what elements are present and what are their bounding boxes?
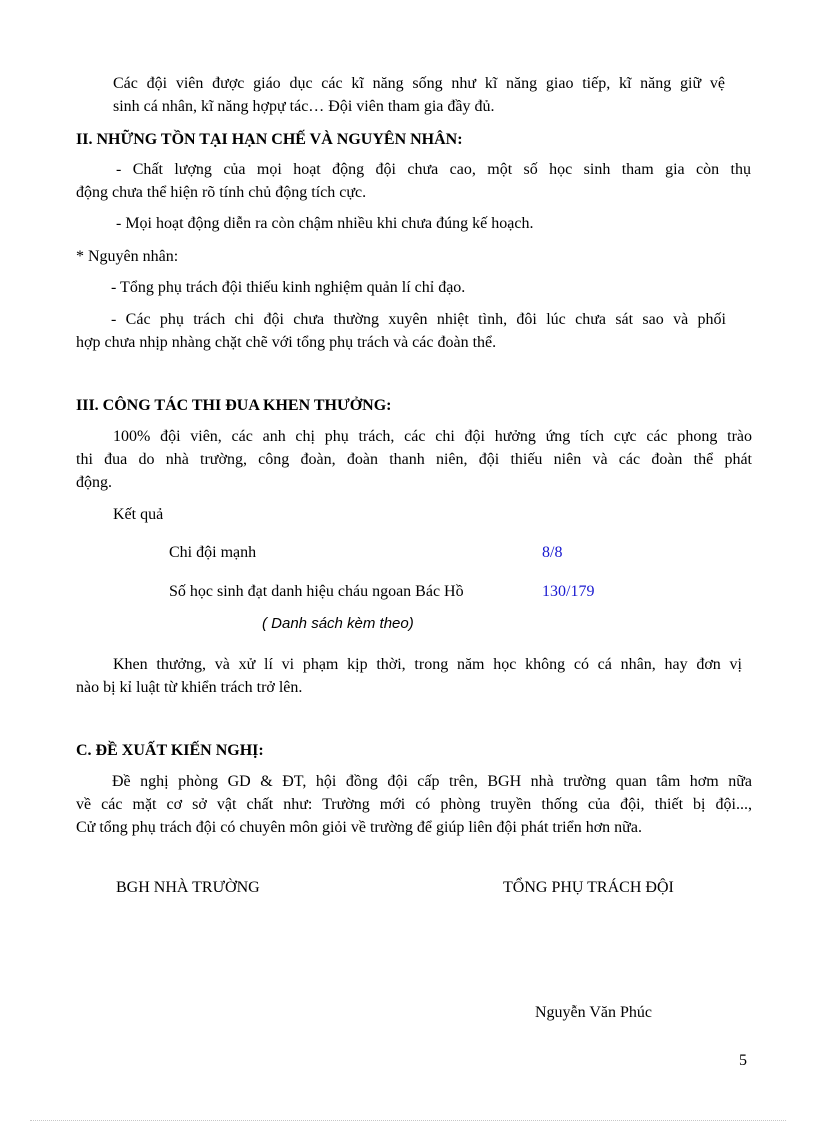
section-3-para-line-2: thi đua do nhà trường, công đoàn, đoàn thanh niên, đội thiếu niên và các đoàn thể phát [76, 451, 752, 468]
result-label-good-students: Số học sinh đạt danh hiệu cháu ngoan Bác Hồ [169, 583, 464, 600]
section-c-line-2: về các mặt cơ sở vật chất như: Trường mới có phòng truyền thống của đội, thiết bị đội..., [76, 796, 752, 813]
section-2-item-1-line-1: - Chất lượng của mọi hoạt động đội chưa cao, một số học sinh tham gia còn thụ [116, 161, 751, 178]
signature-left-title: BGH NHÀ TRƯỜNG [116, 879, 260, 896]
section-c-heading: C. ĐỀ XUẤT KIẾN NGHỊ: [76, 742, 264, 759]
cause-2-line-1: - Các phụ trách chi đội chưa thường xuyên nhiệt tình, đôi lúc chưa sát sao và phối [111, 311, 726, 328]
result-label-strong-branch: Chi đội mạnh [169, 544, 257, 561]
section-c-line-3: Cử tổng phụ trách đội có chuyên môn giỏi về trường để giúp liên đội phát triển hơn nữa. [76, 819, 642, 836]
result-label: Kết quả [113, 506, 164, 523]
attachment-note: ( Danh sách kèm theo) [262, 615, 414, 632]
result-value-strong-branch: 8/8 [542, 544, 563, 561]
page-number: 5 [739, 1052, 747, 1069]
section-2-item-1-line-2: động chưa thể hiện rõ tính chủ động tích cực. [76, 184, 367, 201]
result-value-good-students: 130/179 [542, 583, 595, 600]
section-2-heading: II. NHỮNG TỒN TẠI HẠN CHẾ VÀ NGUYÊN NHÂN: [76, 131, 463, 148]
section-2-item-2: - Mọi hoạt động diễn ra còn chậm nhiều khi chưa đúng kế hoạch. [116, 215, 534, 232]
page-bottom-divider [30, 1120, 786, 1121]
intro-line-2: sinh cá nhân, kĩ năng hợpự tác… Đội viên tham gia đầy đủ. [113, 98, 495, 115]
reward-line-1: Khen thưởng, và xử lí vi phạm kịp thời, trong năm học không có cá nhân, hay đơn vị [113, 656, 742, 673]
section-3-para-line-3: động. [76, 474, 112, 491]
section-3-heading: III. CÔNG TÁC THI ĐUA KHEN THƯỞNG: [76, 397, 392, 414]
section-3-para-line-1: 100% đội viên, các anh chị phụ trách, các chi đội hưởng ứng tích cực các phong trào [113, 428, 752, 445]
signer-name: Nguyễn Văn Phúc [535, 1004, 653, 1021]
cause-1: - Tổng phụ trách đội thiếu kinh nghiệm quản lí chỉ đạo. [111, 279, 466, 296]
cause-2-line-2: hợp chưa nhịp nhàng chặt chẽ với tổng phụ trách và các đoàn thể. [76, 334, 497, 351]
reward-line-2: nào bị kỉ luật từ khiển trách trở lên. [76, 679, 303, 696]
cause-label: * Nguyên nhân: [76, 248, 179, 265]
section-c-line-1: Đề nghị phòng GD & ĐT, hội đồng đội cấp trên, BGH nhà trường quan tâm hơm nữa [112, 773, 752, 790]
intro-line-1: Các đội viên được giáo dục các kĩ năng sống như kĩ năng giao tiếp, kĩ năng giữ vệ [113, 75, 725, 92]
signature-right-title: TỔNG PHỤ TRÁCH ĐỘI [503, 879, 674, 896]
